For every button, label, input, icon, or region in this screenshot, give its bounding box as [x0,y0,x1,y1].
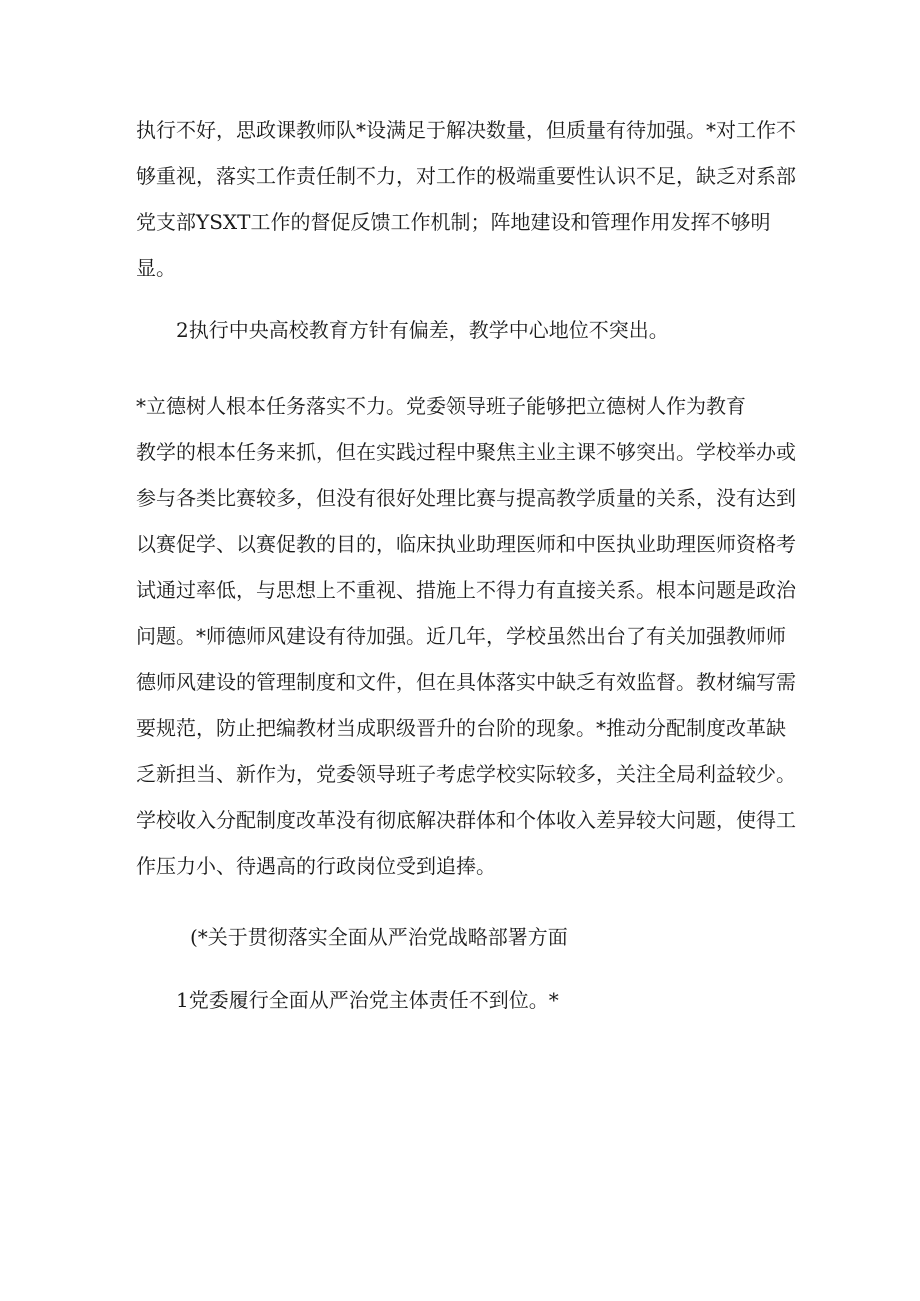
paragraph-work-mechanism [136,107,796,291]
text-line: 试通过率低，与思想上不重视、措施上不得力有直接关系。根本问题是政治 [136,578,796,602]
paragraph-education-policy-heading [176,310,796,350]
text-line: 要规范，防止把编教材当成职级晋升的台阶的现象。*推动分配制度改革缺 [136,716,786,740]
section-heading-party-governance [190,917,790,957]
text-line: *立德树人根本任务落实不力。党委领导班子能够把立德树人作为教育 [136,394,746,418]
text-line: 1党委履行全面从严治党主体责任不到位。* [176,988,559,1012]
text-line: 以赛促学、以赛促教的目的，临床执业助理医师和中医执业助理医师资格考 [136,532,796,556]
text-line: 学校收入分配制度改革没有彻底解决群体和个体收入差异较大问题，使得工 [136,808,796,832]
text-line: 参与各类比赛较多，但没有很好处理比赛与提高教学质量的关系，没有达到 [136,486,796,510]
paragraph-moral-education [136,383,816,889]
text-line: 2执行中央高校教育方针有偏差，教学中心地位不突出。 [176,318,669,342]
text-line: 执行不好，思政课教师队*设满足于解决数量，但质量有待加强。*对工作不 [136,118,796,142]
text-line: (*关于贯彻落实全面从严治党战略部署方面 [190,925,568,949]
text-line: 够重视，落实工作责任制不力，对工作的极端重要性认识不足，缺乏对系部 [136,164,796,188]
text-line: 党支部YSXT工作的督促反馈工作机制；阵地建设和管理作用发挥不够明 [136,210,771,234]
text-line: 德师风建设的管理制度和文件，但在具体落实中缺乏有效监督。教材编写需 [136,670,796,694]
text-line: 作压力小、待遇高的行政岗位受到追捧。 [136,854,496,878]
text-line: 教学的根本任务来抓，但在实践过程中聚焦主业主课不够突出。学校举办或 [136,440,796,464]
text-line: 显。 [136,256,176,280]
paragraph-party-responsibility-heading [176,980,776,1020]
text-line: 问题。*师德师风建设有待加强。近几年，学校虽然出台了有关加强教师师 [136,624,786,648]
text-line: 乏新担当、新作为，党委领导班子考虑学校实际较多，关注全局利益较少。 [136,762,796,786]
